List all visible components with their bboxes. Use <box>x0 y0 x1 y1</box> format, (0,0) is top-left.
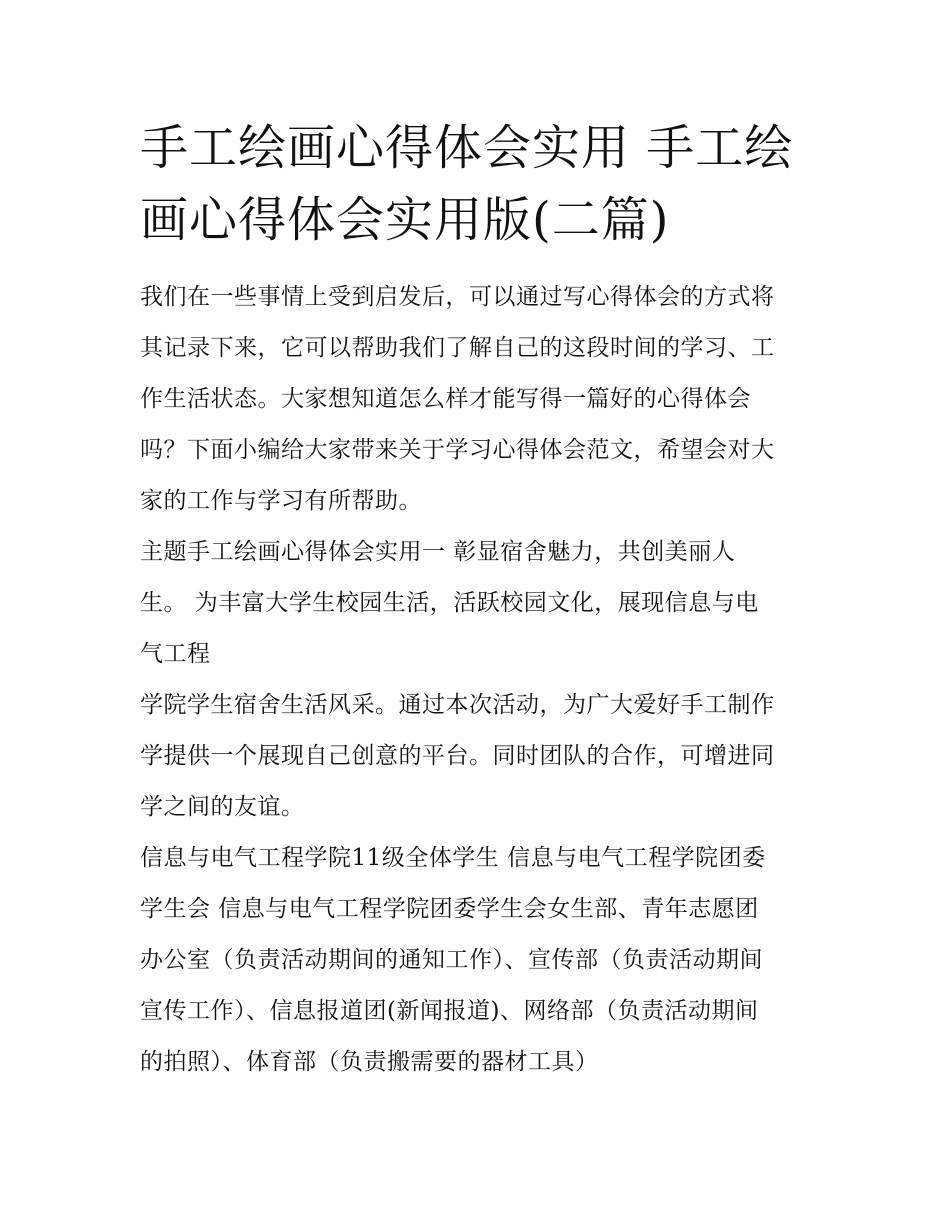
text-line: 生。 为丰富大学生校园生活，活跃校园文化，展现信息与电 <box>140 590 759 616</box>
text-line: 作生活状态。大家想知道怎么样才能写得一篇好的心得体会 <box>140 386 751 412</box>
text-line: 办公室（负责活动期间的通知工作）、宣传部（负责活动期间 <box>140 947 763 973</box>
text-line: 学提供一个展现自己创意的平台。同时团队的合作，可增进同 <box>140 743 775 769</box>
text-line: 学之间的友谊。 <box>140 794 305 820</box>
title-line: 画心得体会实用版(二篇) <box>140 192 670 248</box>
text-line: 气工程 <box>140 641 211 667</box>
text-line: 信息与电气工程学院11级全体学生 信息与电气工程学院团委 <box>140 845 766 871</box>
text-line: 主题手工绘画心得体会实用一 彰显宿舍魅力，共创美丽人 <box>140 539 736 565</box>
text-line: 其记录下来，它可以帮助我们了解自己的这段时间的学习、工 <box>140 335 775 361</box>
text-line: 吗？下面小编给大家带来关于学习心得体会范文，希望会对大 <box>140 437 775 463</box>
paragraph-intro <box>140 272 820 527</box>
text-line: 家的工作与学习有所帮助。 <box>140 488 422 514</box>
text-line: 我们在一些事情上受到启发后，可以通过写心得体会的方式将 <box>140 284 775 310</box>
paragraph-organizers <box>140 833 820 1088</box>
paragraph-theme <box>140 527 820 680</box>
document-page <box>140 112 820 1088</box>
title-line: 手工绘画心得体会实用 手工绘 <box>140 120 794 176</box>
text-line: 宣传工作）、信息报道团(新闻报道)、网络部（负责活动期间 <box>140 998 759 1024</box>
document-body <box>140 272 820 1088</box>
document-title <box>140 112 820 256</box>
text-line: 的拍照）、体育部（负责搬需要的器材工具） <box>140 1049 599 1075</box>
text-line: 学生会 信息与电气工程学院团委学生会女生部、青年志愿团 <box>140 896 759 922</box>
paragraph-purpose <box>140 680 820 833</box>
text-line: 学院学生宿舍生活风采。通过本次活动，为广大爱好手工制作 <box>140 692 775 718</box>
